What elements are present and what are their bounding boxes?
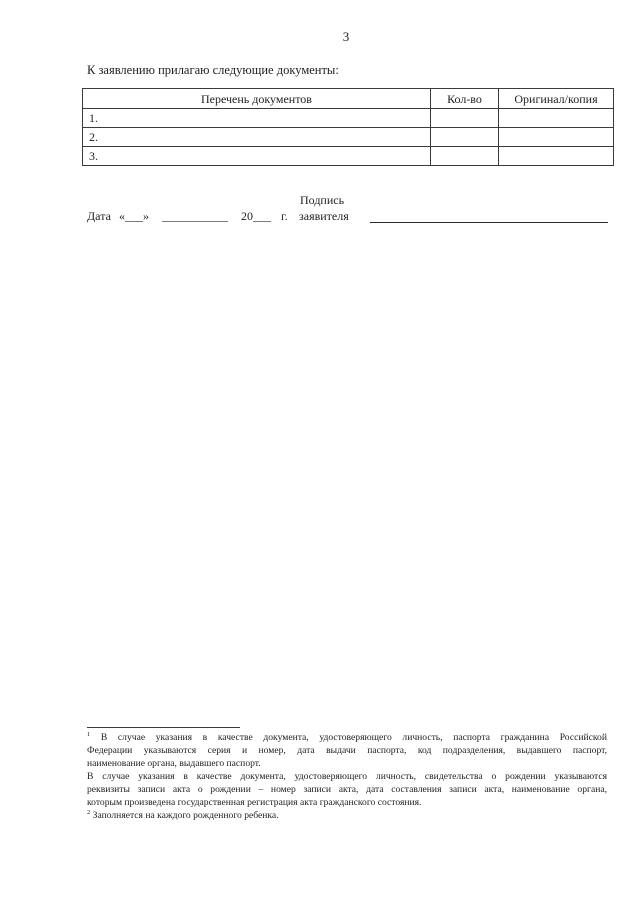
row-number: 1. [83, 109, 431, 128]
signature-line [370, 222, 608, 223]
header-quantity: Кол-во [431, 89, 499, 109]
footnote-line: которым произведена государственная регистрация акта гражданского состояния. [87, 797, 422, 808]
footnote-text: В случае указания в качестве документа, удостоверяющего личность, паспорта гражданина Российской [100, 732, 607, 743]
date-year-suffix: г. [281, 209, 288, 223]
quantity-cell [431, 128, 499, 147]
footnote-line [87, 809, 607, 822]
documents-table [82, 88, 614, 166]
original-copy-cell [499, 109, 614, 128]
footnote-text: Заполняется на каждого рожденного ребенка. [92, 810, 279, 821]
header-document-list: Перечень документов [83, 89, 431, 109]
header-original-copy: Оригинал/копия [499, 89, 614, 109]
footnote-line: Федерации указываются серия и номер, дата выдачи паспорта, код подразделения, выдавшего паспорт, [87, 745, 607, 756]
footnote-separator [87, 727, 240, 728]
footnote-marker: 2 [87, 809, 91, 816]
footnotes [87, 731, 607, 822]
quantity-cell [431, 147, 499, 166]
signature-label: Подпись [300, 193, 345, 207]
quantity-cell [431, 109, 499, 128]
table-row [83, 109, 614, 128]
page-number: 3 [342, 29, 350, 44]
original-copy-cell [499, 147, 614, 166]
row-number: 3. [83, 147, 431, 166]
table-header-row [83, 89, 614, 109]
attachments-intro: К заявлению прилагаю следующие документы: [87, 63, 339, 77]
footnote-marker: 1 [87, 731, 91, 738]
footnote-line: В случае указания в качестве документа, удостоверяющего личность, свидетельства о рождении указываются [87, 771, 607, 782]
date-year-blank: 20___ [241, 209, 271, 223]
footnote-line: реквизиты записи акта о рождении – номер записи акта, дата составления записи акта, наименование органа, [87, 784, 607, 795]
footnote-line: наименование органа, выдавшего паспорт. [87, 758, 261, 769]
footnote-line [87, 731, 607, 744]
date-label: Дата [87, 209, 111, 223]
table-row [83, 147, 614, 166]
table-row [83, 128, 614, 147]
original-copy-cell [499, 128, 614, 147]
date-day-blank: «___» [119, 209, 149, 223]
signature-label-applicant: заявителя [299, 209, 349, 223]
date-month-blank: ___________ [162, 209, 228, 223]
row-number: 2. [83, 128, 431, 147]
